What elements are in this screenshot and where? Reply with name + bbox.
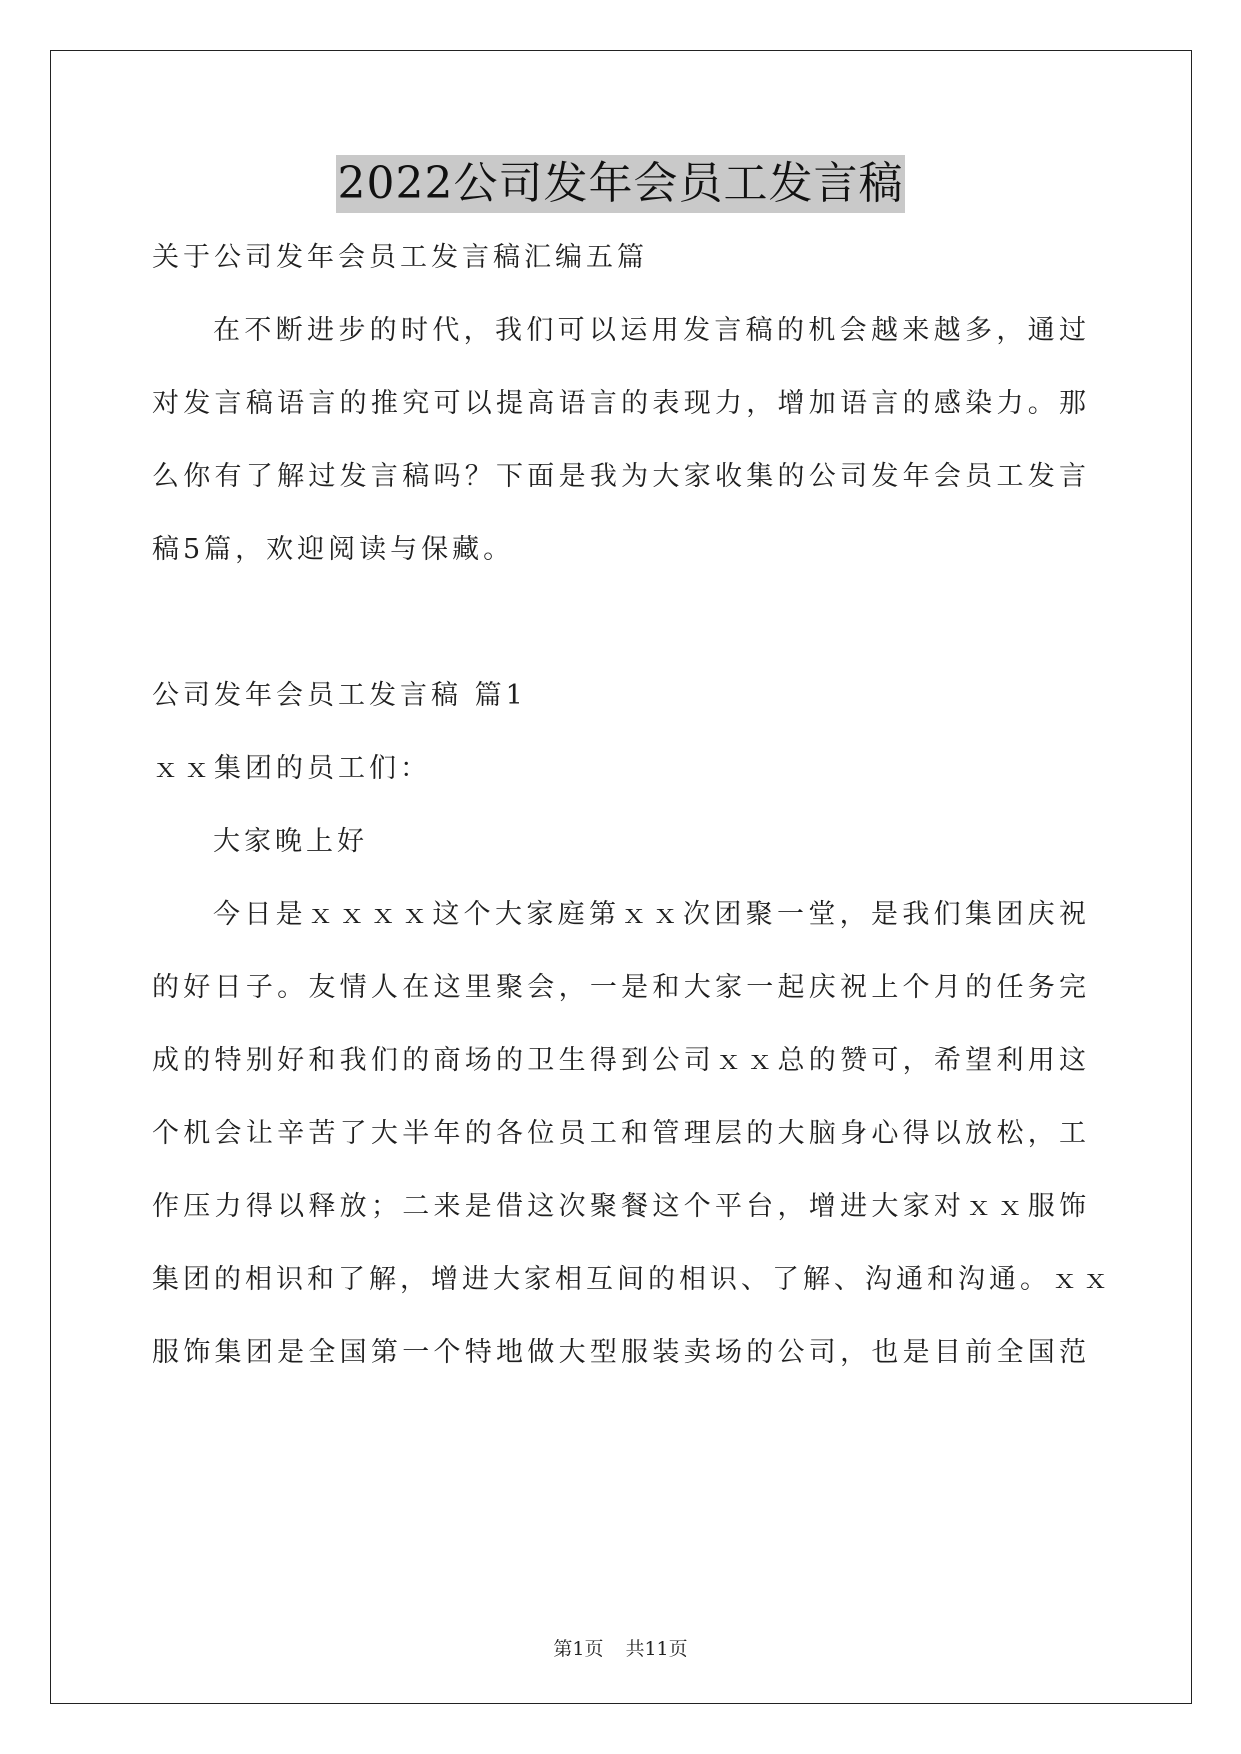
page-footer [0,1634,1241,1661]
document-title: 2022公司发年会员工发言稿 [336,155,906,213]
salutation: ｘｘ集团的员工们： [152,753,431,784]
section-heading: 公司发年会员工发言稿 篇1 [152,680,527,711]
body-line: 作压力得以释放；二来是借这次聚餐这个平台，增进大家对ｘｘ服饰 [152,1191,1090,1222]
body-line: 集团的相识和了解，增进大家相互间的相识、了解、沟通和沟通。ｘｘ [152,1264,1113,1295]
body-line: 成的特别好和我们的商场的卫生得到公司ｘｘ总的赞可，希望利用这 [152,1045,1090,1076]
intro-line: 在不断进步的时代，我们可以运用发言稿的机会越来越多，通过 [213,315,1090,346]
greeting: 大家晚上好 [213,826,368,857]
body-line: 今日是ｘｘｘｘ这个大家庭第ｘｘ次团聚一堂，是我们集团庆祝 [213,899,1090,930]
body-line: 服饰集团是全国第一个特地做大型服装卖场的公司，也是目前全国范 [152,1337,1090,1368]
intro-line: 么你有了解过发言稿吗？下面是我为大家收集的公司发年会员工发言 [152,461,1090,492]
page-border [50,50,1192,1704]
title-container [0,155,1241,213]
intro-line: 稿5篇，欢迎阅读与保藏。 [152,534,515,565]
page-total: 共11页 [625,1638,688,1660]
document-subtitle: 关于公司发年会员工发言稿汇编五篇 [152,242,648,273]
intro-line: 对发言稿语言的推究可以提高语言的表现力，增加语言的感染力。那 [152,388,1090,419]
page-number: 第1页 [553,1638,604,1660]
body-line: 的好日子。友情人在这里聚会，一是和大家一起庆祝上个月的任务完 [152,972,1090,1003]
body-line: 个机会让辛苦了大半年的各位员工和管理层的大脑身心得以放松，工 [152,1118,1090,1149]
